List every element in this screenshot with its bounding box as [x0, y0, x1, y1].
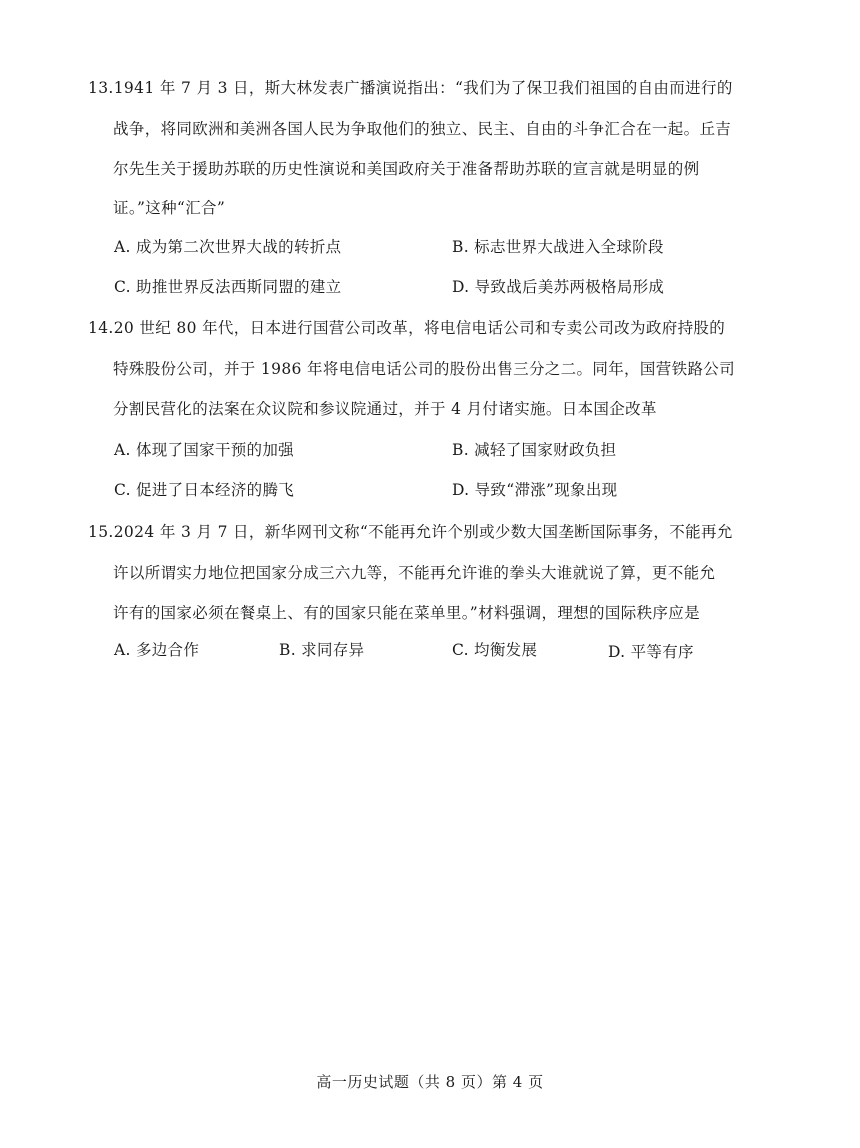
question-13-option-d: D. 导致战后美苏两极格局形成 [452, 278, 665, 296]
question-15-line-3: 许有的国家必须在餐桌上、有的国家只能在菜单里。”材料强调，理想的国际秩序应是 [113, 604, 700, 622]
page-footer: 高一历史试题（共 8 页）第 4 页 [316, 1073, 544, 1091]
question-14-line-1: 14.20 世纪 80 年代，日本进行国营公司改革，将电信电话公司和专卖公司改为政府持股的 [88, 319, 726, 337]
question-15-option-a: A. 多边合作 [114, 641, 200, 659]
question-14-line-2: 特殊股份公司，并于 1986 年将电信电话公司的股份出售三分之二。同年，国营铁路公司 [113, 360, 736, 378]
question-15-line-1: 15.2024 年 3 月 7 日，新华网刊文称“不能再允许个别或少数大国垄断国际事务，不能再允 [88, 523, 733, 541]
question-14-option-d: D. 导致“滞涨”现象出现 [452, 481, 618, 499]
question-14-option-c: C. 促进了日本经济的腾飞 [114, 481, 295, 499]
question-13-line-2: 战争，将同欧洲和美洲各国人民为争取他们的独立、民主、自由的斗争汇合在一起。丘吉 [113, 120, 732, 138]
question-15-option-b: B. 求同存异 [279, 641, 365, 659]
question-13-line-1: 13.1941 年 7 月 3 日，斯大林发表广播演说指出：“我们为了保卫我们祖国的自由而进行的 [88, 79, 733, 97]
question-15-line-2: 许以所谓实力地位把国家分成三六九等，不能再允许谁的拳头大谁就说了算，更不能允 [113, 564, 716, 582]
question-14-option-b: B. 减轻了国家财政负担 [452, 441, 617, 459]
question-13-line-3: 尔先生关于援助苏联的历史性演说和美国政府关于准备帮助苏联的宣言就是明显的例 [113, 160, 700, 178]
question-15-option-d: D. 平等有序 [608, 643, 694, 661]
question-13-option-a: A. 成为第二次世界大战的转折点 [114, 238, 342, 256]
question-13-option-b: B. 标志世界大战进入全球阶段 [452, 238, 664, 256]
question-13-line-4: 证。”这种“汇合” [113, 199, 226, 217]
question-14-line-3: 分割民营化的法案在众议院和参议院通过，并于 4 月付诸实施。日本国企改革 [113, 400, 657, 418]
question-15-option-c: C. 均衡发展 [452, 641, 538, 659]
question-13-option-c: C. 助推世界反法西斯同盟的建立 [114, 278, 342, 296]
question-14-option-a: A. 体现了国家干预的加强 [114, 441, 294, 459]
